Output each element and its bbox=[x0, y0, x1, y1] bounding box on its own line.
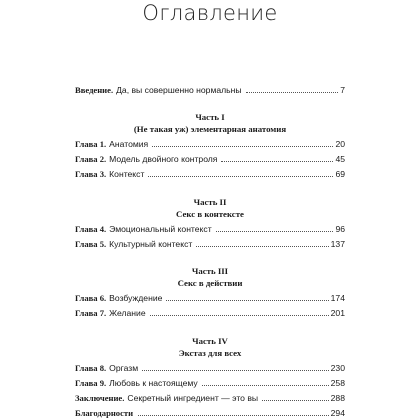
toc-entry-acknowledgements[interactable] bbox=[75, 407, 345, 419]
entry-label: Введение. bbox=[75, 85, 114, 95]
toc-entry-conclusion[interactable] bbox=[75, 392, 345, 404]
entry-title: Возбуждение bbox=[109, 293, 163, 303]
part-label: Часть IV bbox=[192, 336, 228, 346]
toc-entry-chapter-5[interactable] bbox=[75, 238, 345, 250]
page-number: 69 bbox=[335, 169, 345, 179]
dot-leader bbox=[216, 229, 334, 232]
entry-title: Модель двойного контроля bbox=[109, 154, 218, 164]
page-number: 230 bbox=[330, 363, 345, 373]
entry-label: Глава 4. bbox=[75, 224, 107, 234]
entry-title: Эмоциональный контекст bbox=[109, 224, 212, 234]
entry-label: Глава 8. bbox=[75, 363, 107, 373]
page-number: 45 bbox=[335, 154, 345, 164]
entry-title: Секретный ингредиент — это вы bbox=[127, 393, 259, 403]
dot-leader bbox=[196, 244, 328, 247]
page-number: 20 bbox=[335, 139, 345, 149]
entry-label: Заключение. bbox=[75, 393, 125, 403]
page-number: 294 bbox=[330, 408, 345, 418]
entry-title: Желание bbox=[109, 308, 146, 318]
part-label: Часть I bbox=[195, 112, 225, 122]
part-label: Часть III bbox=[191, 266, 229, 276]
page-number: 96 bbox=[335, 224, 345, 234]
part-title: Экстаз для всех bbox=[178, 348, 242, 358]
part-title: Секс в действии bbox=[177, 278, 243, 288]
page-number: 201 bbox=[330, 308, 345, 318]
entry-label: Глава 1. bbox=[75, 139, 107, 149]
page-number: 258 bbox=[330, 378, 345, 388]
dot-leader bbox=[246, 90, 339, 93]
toc-entry-chapter-8[interactable] bbox=[75, 362, 345, 374]
entry-label: Глава 9. bbox=[75, 378, 107, 388]
toc-entry-chapter-3[interactable] bbox=[75, 168, 345, 180]
entry-label: Глава 6. bbox=[75, 293, 107, 303]
part-title: Секс в контексте bbox=[176, 209, 244, 219]
dot-leader bbox=[202, 383, 329, 386]
dot-leader bbox=[166, 298, 328, 301]
part-label: Часть II bbox=[193, 197, 227, 207]
entry-title: Да, вы совершенно нормальны bbox=[116, 85, 242, 95]
dot-leader bbox=[150, 313, 329, 316]
toc-entry-chapter-7[interactable] bbox=[75, 307, 345, 319]
toc-entry-chapter-9[interactable] bbox=[75, 377, 345, 389]
entry-label: Глава 7. bbox=[75, 308, 107, 318]
entry-title: Анатомия bbox=[109, 139, 149, 149]
entry-label: Благодарности bbox=[75, 408, 134, 418]
dot-leader bbox=[138, 413, 329, 416]
entry-label: Глава 3. bbox=[75, 169, 107, 179]
dot-leader bbox=[262, 398, 329, 401]
entry-title: Культурный контекст bbox=[109, 239, 193, 249]
entry-label: Глава 2. bbox=[75, 154, 107, 164]
entry-label: Глава 5. bbox=[75, 239, 107, 249]
page-number: 7 bbox=[340, 85, 345, 95]
page-number: 137 bbox=[330, 239, 345, 249]
toc-entry-chapter-2[interactable] bbox=[75, 153, 345, 165]
dot-leader bbox=[152, 144, 333, 147]
toc-entry-chapter-1[interactable] bbox=[75, 138, 345, 150]
entry-title: Оргазм bbox=[109, 363, 139, 373]
dot-leader bbox=[148, 174, 333, 177]
entry-title: Любовь к настоящему bbox=[109, 378, 198, 388]
dot-leader bbox=[142, 368, 329, 371]
dot-leader bbox=[221, 159, 333, 162]
page-number: 174 bbox=[330, 293, 345, 303]
toc-entry-chapter-6[interactable] bbox=[75, 292, 345, 304]
page-number: 288 bbox=[330, 393, 345, 403]
toc-entry-intro[interactable] bbox=[75, 84, 345, 96]
page-title: Оглавление bbox=[142, 1, 278, 25]
entry-title: Контекст bbox=[109, 169, 145, 179]
toc-entry-chapter-4[interactable] bbox=[75, 223, 345, 235]
part-title: (Не такая уж) элементарная анатомия bbox=[133, 124, 287, 134]
